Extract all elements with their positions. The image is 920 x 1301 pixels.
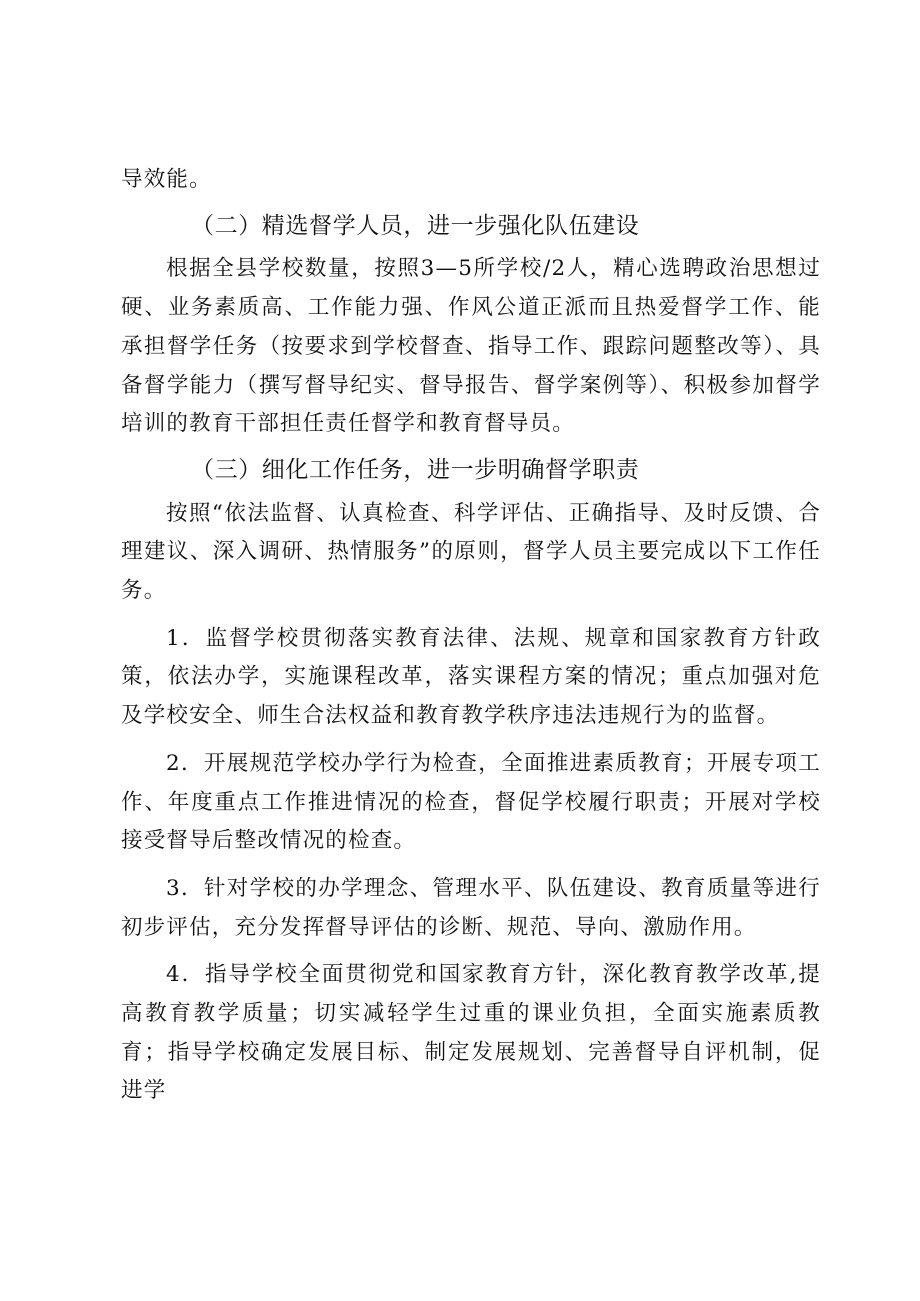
task-item-2: 2．开展规范学校办学行为检查，全面推进素质教育；开展专项工作、年度重点工作推进情况的检查，督促学校履行职责；开展对学校接受督导后整改情况的检查。: [121, 750, 821, 854]
section-heading-2: （二）精选督学人员，进一步强化队伍建设: [191, 212, 640, 239]
document-page: [121, 161, 821, 1111]
continued-paragraph: 导效能。: [121, 167, 212, 192]
section-heading-3: （三）细化工作任务，进一步明确督学职责: [191, 456, 640, 483]
task-item-1: 1．监督学校贯彻落实教育法律、法规、规章和国家教育方针政策，依法办学，实施课程改革，落实课程方案的情况；重点加强对危及学校安全、师生合法权益和教育教学秩序违法违规行为的监督。: [121, 625, 821, 729]
section-2-body: 根据全县学校数量，按照3—5所学校/2人，精心选聘政治思想过硬、业务素质高、工作能力强、作风公道正派而且热爱督学工作、能承担督学任务（按要求到学校督查、指导工作、跟踪问题整改等）、具备督学能力（撰写督导纪实、督导报告、督学案例等）、积极参加督学培训的教育干部担任责任督学和教育督导员。: [121, 256, 821, 437]
task-item-3: 3．针对学校的办学理念、管理水平、队伍建设、教育质量等进行初步评估，充分发挥督导评估的诊断、规范、导向、激励作用。: [121, 875, 821, 940]
task-item-4: 4．指导学校全面贯彻党和国家教育方针，深化教育教学改革,提高教育教学质量；切实减轻学生过重的课业负担，全面实施素质教育；指导学校确定发展目标、制定发展规划、完善督导自评机制，促进学: [121, 962, 821, 1104]
section-3-intro: 按照“依法监督、认真检查、科学评估、正确指导、及时反馈、合理建议、深入调研、热情服务”的原则，督学人员主要完成以下工作任务。: [121, 500, 821, 604]
